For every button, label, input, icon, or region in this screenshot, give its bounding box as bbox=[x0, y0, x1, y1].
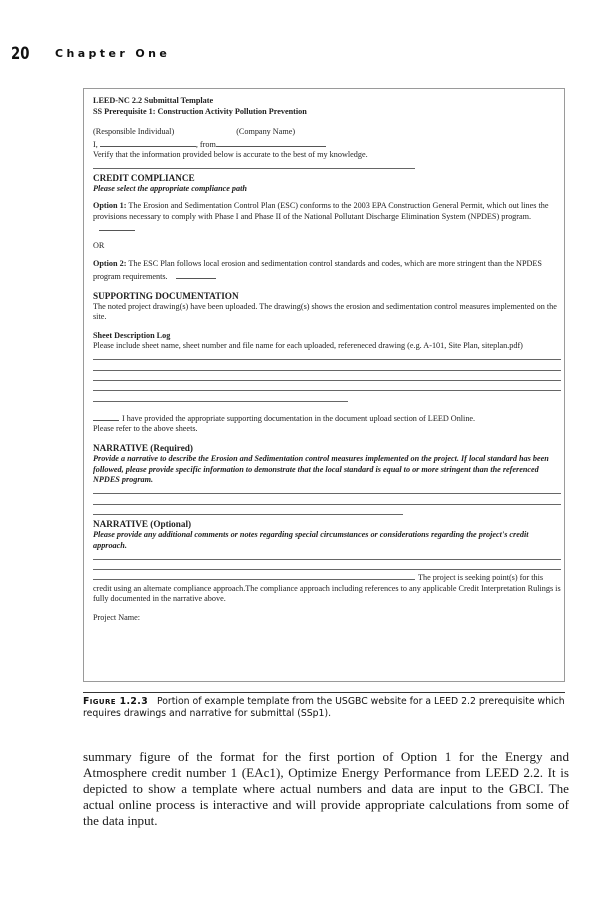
documentation-provided-text: I have provided the appropriate supporting documentation in the document upload section of LEED Online. bbox=[122, 413, 476, 423]
option-1 bbox=[93, 201, 563, 235]
sheet-log-line[interactable] bbox=[93, 383, 563, 393]
sheet-description-log-heading: Sheet Description Log bbox=[93, 330, 171, 340]
option-1-text: The Erosion and Sedimentation Control Plan (ESC) conforms to the 2003 EPA Construction General Permit, which out lines the provisions necessary to comply with Phase I and Phase II of the National Pollutant Discharge Elimination System (NPDES) program. bbox=[93, 200, 549, 221]
page-number: 20 bbox=[11, 44, 30, 64]
seeking-points-text: The project is seeking point(s) for this bbox=[418, 572, 544, 582]
from-label: , from bbox=[195, 139, 216, 149]
template-figure bbox=[83, 88, 565, 682]
i-label: I, bbox=[93, 139, 98, 149]
narrative-required-line[interactable] bbox=[93, 507, 563, 517]
submittal-template bbox=[93, 96, 563, 623]
separator-rule bbox=[93, 161, 563, 171]
template-title: LEED-NC 2.2 Submittal Template bbox=[93, 96, 214, 105]
or-label: OR bbox=[93, 240, 105, 250]
sheet-log-line[interactable] bbox=[93, 373, 563, 383]
documentation-provided-checkbox[interactable] bbox=[93, 412, 119, 421]
narrative-optional-heading: NARRATIVE (Optional) bbox=[93, 518, 192, 529]
alternate-compliance-line bbox=[93, 572, 563, 584]
credit-compliance-heading: CREDIT COMPLIANCE bbox=[93, 173, 195, 184]
supporting-documentation-heading: SUPPORTING DOCUMENTATION bbox=[93, 290, 239, 301]
body-paragraph: summary figure of the format for the first portion of Option 1 for the Energy and Atmosphere credit number 1 (EAc1), Optimize Energy Performance from LEED 2.2. It is depicted to show a template where actual numbers and data are input to the GBCI. The actual online process is interactive and will provide appropriate calculations from some of the data input. bbox=[83, 749, 569, 828]
sheet-log-line[interactable] bbox=[93, 362, 563, 372]
option-1-checkbox[interactable] bbox=[99, 222, 135, 231]
option-2 bbox=[93, 259, 563, 282]
narrative-optional-line[interactable] bbox=[93, 551, 563, 561]
option-2-checkbox[interactable] bbox=[176, 270, 216, 279]
responsible-individual-label: (Responsible Individual) bbox=[93, 127, 175, 137]
verify-statement: Verify that the information provided below is accurate to the best of my knowledge. bbox=[93, 150, 368, 160]
narrative-required-instruction: Provide a narrative to describe the Erosion and Sedimentation control measures implemented on the project. If local standard has been followed, please provide specific information to demonstrate that the local standard is equal to or more stringent than the referenced NPDES program. bbox=[93, 454, 549, 485]
company-name-blank[interactable] bbox=[216, 138, 326, 147]
sheet-log-line[interactable] bbox=[93, 393, 563, 403]
option-2-text: The ESC Plan follows local erosion and sedimentation control standards and codes, which are more stringent than the NPDES program requirements. bbox=[93, 259, 542, 281]
compliance-path-instruction: Please select the appropriate compliance path bbox=[93, 184, 247, 194]
figure-label: Figure 1.2.3 bbox=[83, 696, 149, 707]
sheet-log-line[interactable] bbox=[93, 352, 563, 362]
caption-text: Portion of example template from the USGBC website for a LEED 2.2 prerequisite which requires drawings and narrative for submittal (SSp1). bbox=[83, 696, 565, 719]
declaration-line bbox=[93, 138, 563, 151]
figure-caption bbox=[83, 696, 569, 720]
narrative-required-line[interactable] bbox=[93, 496, 563, 506]
sheet-description-log-text: Please include sheet name, sheet number and file name for each uploaded, refereneced drawing (e.g. A-101, Site Plan, siteplan.pdf) bbox=[93, 341, 523, 351]
project-name-label: Project Name: bbox=[93, 612, 141, 622]
caption-divider bbox=[83, 692, 565, 693]
documentation-provided-line bbox=[93, 412, 563, 425]
refer-sheets-text: Please refer to the above sheets. bbox=[93, 424, 198, 434]
narrative-required-line[interactable] bbox=[93, 486, 563, 496]
narrative-required-heading: NARRATIVE (Required) bbox=[93, 443, 193, 454]
responsible-line bbox=[93, 127, 563, 138]
points-sought-blank[interactable] bbox=[93, 572, 415, 580]
responsible-individual-blank[interactable] bbox=[100, 138, 196, 147]
option-1-label: Option 1: bbox=[93, 200, 127, 210]
chapter-title: Chapter One bbox=[55, 47, 171, 60]
alternate-compliance-text: credit using an alternate compliance approach.The compliance approach including references to any applicable Credit Interpretation Rulings is fully documented in the narrative above. bbox=[93, 583, 561, 604]
narrative-optional-instruction: Please provide any additional comments or notes regarding special circumstances or considerations regarding the project's credit approach. bbox=[93, 529, 529, 550]
option-2-label: Option 2: bbox=[93, 259, 127, 269]
supporting-documentation-text: The noted project drawing(s) have been uploaded. The drawing(s) shows the erosion and sedimentation control measures implemented on the site. bbox=[93, 301, 557, 322]
prerequisite-title: SS Prerequisite 1: Construction Activity Pollution Prevention bbox=[93, 106, 307, 116]
company-name-label: (Company Name) bbox=[236, 127, 296, 137]
narrative-optional-line[interactable] bbox=[93, 562, 563, 572]
